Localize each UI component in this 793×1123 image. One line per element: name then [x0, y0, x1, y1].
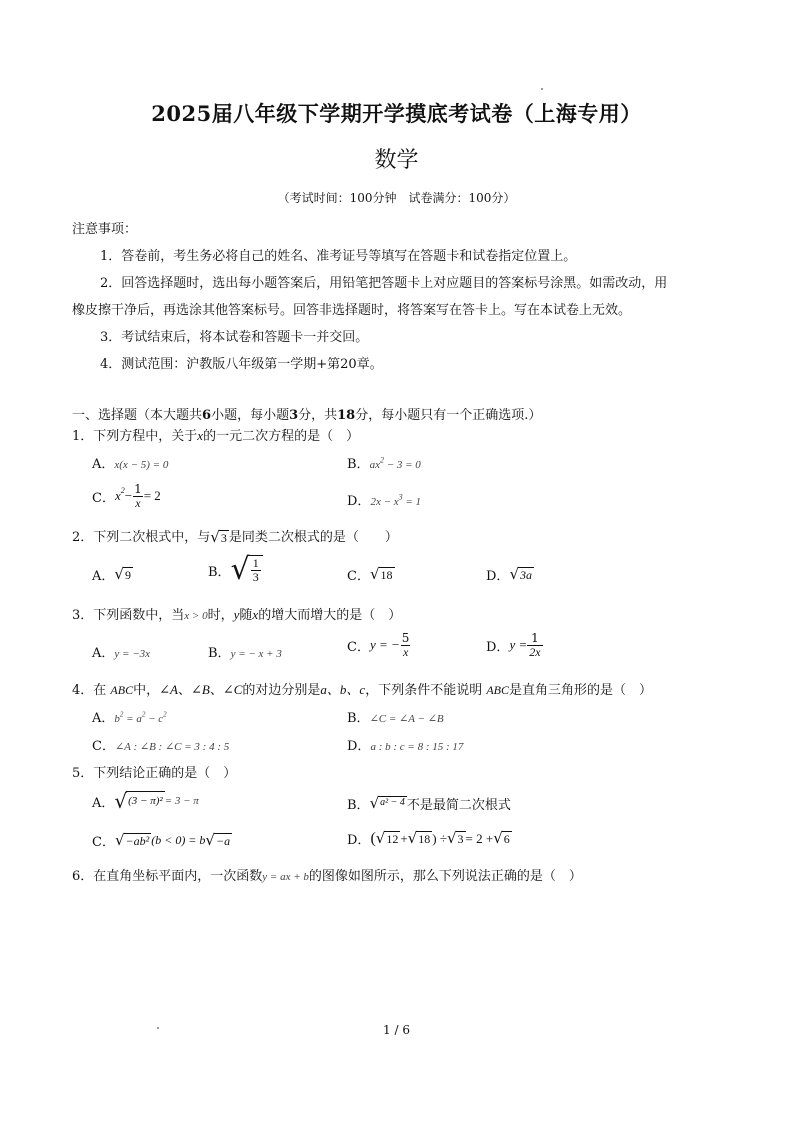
q5-option-a[interactable]	[92, 791, 199, 811]
q4-sides: a、b、c	[320, 682, 366, 697]
q1-option-b[interactable]	[347, 453, 421, 472]
q4-stem-a: 4．在	[72, 683, 107, 698]
question-6-stem	[72, 865, 582, 884]
q4-option-d-math: a : b : c = 8 : 15 : 17	[370, 741, 464, 753]
q4-option-a-exp2: 2	[141, 710, 146, 719]
q2-option-c-label: C．	[347, 569, 370, 584]
question-1-stem	[72, 425, 359, 444]
q3-stem-b: 时，	[207, 608, 234, 623]
exam-title: 2025届八年级下学期开学摸底考试卷（上海专用）	[151, 101, 642, 126]
note-item-1: 1．答卷前，考生务必将自己的姓名、准考证号等填写在答题卡和试卷指定位置上。	[100, 249, 577, 264]
q1-option-b-rest: − 3 = 0	[383, 459, 421, 471]
q3-x: x	[252, 607, 259, 622]
scan-speck	[541, 88, 543, 90]
q2-option-d-sqrt: √ 3a	[509, 564, 532, 583]
q1-option-b-label: B．	[347, 457, 370, 472]
q5-option-d-sqrt1: √ 12	[375, 828, 399, 847]
q3-option-c-label: C．	[347, 639, 370, 655]
q3-option-a-label: A．	[92, 646, 115, 661]
section-question-count: 6	[202, 408, 212, 423]
q3-option-a-math: y = −3x	[114, 648, 151, 660]
q1-option-c-num: 1	[134, 482, 142, 496]
q6-stem-a: 6．在直角坐标平面内，一次函数	[72, 869, 263, 884]
q2-option-d-value: 3a	[520, 567, 532, 582]
note-item-4: 4．测试范围：沪教版八年级第一学期+第20章。	[100, 357, 383, 372]
q3-stem-d: 的增大而增大的是（ ）	[258, 608, 402, 623]
q3-option-c-fraction	[400, 632, 412, 658]
q3-condition: x > 0	[184, 610, 208, 622]
q5-option-b-rest: 不是最简二次根式	[406, 798, 511, 813]
q5-option-d-r2: 18	[418, 831, 431, 846]
q2-option-b-fraction	[251, 557, 261, 583]
section-points-total: 18	[337, 408, 356, 423]
q4-sep1: 、∠	[177, 683, 202, 698]
q1-option-c-den: x	[135, 495, 141, 510]
q5-option-c-under2: −a	[215, 833, 231, 848]
q2-option-b-label: B．	[208, 564, 231, 580]
q2-option-b-sqrt: √ $\frac{1}{3}$	[231, 555, 263, 585]
q1-option-d-a: 2x − x	[370, 496, 399, 508]
q4-stem-b: 中，∠	[133, 683, 170, 698]
q1-option-c-fraction	[132, 483, 144, 509]
q2-option-c-value: 18	[380, 567, 393, 582]
question-2-stem	[72, 526, 398, 546]
q4-stem-d: ，下列条件不能说明	[365, 683, 483, 698]
q5-option-d-label: D．	[347, 833, 371, 848]
q2-stem-a: 2．下列二次根式中，与	[72, 530, 211, 545]
q5-option-c-sqrt: √ −ab²	[114, 830, 150, 849]
q3-option-d-label: D．	[486, 639, 510, 655]
q5-option-d-eq: = 2 +	[465, 830, 494, 846]
q1-option-b-exp: 2	[379, 455, 384, 465]
q1-option-c[interactable]	[92, 483, 161, 509]
q5-option-b[interactable]	[347, 794, 511, 813]
q4-option-d[interactable]	[347, 735, 463, 754]
q1-option-b-base: ax	[369, 459, 380, 471]
q4-angle-a: A	[170, 682, 178, 697]
q2-option-c-sqrt: √ 18	[369, 564, 393, 583]
question-4-stem	[72, 679, 652, 698]
q2-option-b[interactable]	[208, 552, 263, 587]
q5-option-c-sqrt2: √ −a	[205, 830, 231, 849]
q5-option-a-label: A．	[92, 795, 115, 811]
subject-heading: 数学	[374, 148, 419, 173]
q5-option-c-cond: (b < 0) = b	[151, 833, 206, 847]
q5-option-d-r4: 6	[503, 831, 510, 846]
q2-option-d[interactable]	[486, 565, 534, 584]
q4-option-a-exp1: 2	[119, 710, 124, 719]
q5-option-b-label: B．	[347, 798, 370, 813]
q2-root-3-value: 3	[220, 530, 227, 545]
q1-stem-a: 1．下列方程中，关于	[72, 429, 198, 444]
q1-option-c-base: x	[114, 488, 121, 504]
q5-option-d-div: ) ÷	[432, 830, 447, 846]
q3-option-b-label: B．	[208, 646, 231, 661]
section-mid2: 分，共	[298, 408, 338, 423]
q4-option-a-mid2: − c	[145, 713, 164, 725]
q2-option-d-label: D．	[486, 569, 510, 584]
q1-option-c-label: C．	[92, 490, 115, 506]
q1-option-a-math: x(x − 5) = 0	[114, 459, 169, 471]
q4-option-a-mid: = a	[123, 713, 142, 725]
section-suffix: 分，每小题只有一个正确选项.）	[355, 408, 542, 423]
q1-variable: x	[197, 428, 204, 443]
q4-option-a-exp3: 2	[163, 710, 167, 719]
q3-option-d-lhs: y =	[509, 637, 528, 653]
q3-option-a[interactable]	[92, 642, 150, 661]
q1-option-d[interactable]	[347, 490, 421, 509]
q3-option-d-fraction	[527, 632, 542, 658]
q3-option-c[interactable]	[347, 632, 411, 658]
q1-option-c-rest: = 2	[143, 488, 161, 504]
q3-y: y	[233, 607, 240, 622]
q4-option-c-math: ∠A : ∠B : ∠C = 3 : 4 : 5	[114, 741, 230, 753]
q5-option-d-sqrt2: √ 18	[407, 828, 431, 847]
exam-info: （考试时间：100分钟 试卷满分：100分）	[277, 191, 516, 205]
q1-option-d-rest: = 1	[402, 496, 422, 508]
q2-stem-b: 是同类二次根式的是（ ）	[228, 530, 398, 545]
q3-option-d-den: 2x	[529, 644, 541, 659]
q2-option-b-den: 3	[252, 569, 259, 584]
q3-option-c-den: x	[402, 644, 409, 659]
q2-option-a[interactable]	[92, 565, 133, 584]
q5-option-d[interactable]: D． ( √ 12 + √ 18 ) ÷ √ 3 = 2 + √ 6	[347, 828, 510, 848]
q5-option-a-sqrt: √ (3 − π)²	[114, 789, 163, 813]
q3-stem-c: 随	[239, 608, 253, 623]
q3-option-c-num: 5	[401, 631, 410, 645]
q4-angle-b: B	[201, 682, 210, 697]
page-number: 1 / 6	[383, 1023, 410, 1037]
q5-option-d-sqrt3: √ 3	[446, 828, 464, 847]
notes-heading: 注意事项：	[72, 222, 138, 237]
q2-root-3: √ 3	[210, 527, 227, 546]
q4-option-a-b: b	[114, 713, 120, 725]
q3-option-b-math: y = − x + 3	[230, 648, 282, 660]
section-points-each: 3	[289, 408, 299, 423]
q4-option-b-label: B．	[347, 711, 370, 726]
q4-angle-c: C	[233, 682, 243, 697]
q1-option-a-label: A．	[92, 457, 115, 472]
q4-option-b-math: ∠C = ∠A − ∠B	[369, 713, 444, 725]
q4-sep2: 、∠	[209, 683, 234, 698]
q4-option-b[interactable]	[347, 707, 444, 726]
question-5-stem: 5．下列结论正确的是（ ）	[72, 766, 237, 781]
q3-stem-a: 3．下列函数中，当	[72, 608, 185, 623]
q5-option-d-r1: 12	[386, 831, 399, 846]
q4-option-c[interactable]	[92, 735, 229, 754]
q2-option-c[interactable]	[347, 565, 395, 584]
q3-option-b[interactable]	[208, 642, 282, 661]
q2-option-a-value: 9	[124, 567, 131, 582]
q5-option-a-rest: = 3 − π	[164, 795, 199, 807]
q1-option-c-minus: −	[124, 488, 133, 504]
q1-option-d-label: D．	[347, 494, 371, 509]
q3-option-d-num: 1	[531, 631, 539, 645]
q5-option-c[interactable]	[92, 831, 232, 850]
question-3-stem	[72, 604, 401, 623]
q1-option-d-exp: 3	[398, 492, 403, 502]
q3-option-c-lhs: y = −	[369, 637, 400, 653]
q4-option-a[interactable]	[92, 707, 167, 726]
q5-option-b-sqrt: √ a² − 4	[369, 794, 405, 812]
q1-option-c-exp: 2	[120, 486, 125, 495]
q2-option-a-label: A．	[92, 569, 115, 584]
q2-option-b-num: 1	[252, 556, 259, 570]
q4-option-a-label: A．	[92, 711, 115, 726]
section-mid1: 小题，每小题	[211, 408, 290, 423]
q5-option-d-sqrt4: √ 6	[493, 828, 510, 847]
q4-stem-c: 的对边分别是	[242, 683, 321, 698]
q5-option-d-plus: +	[400, 830, 408, 846]
note-item-2: 2．回答选择题时，选出每小题答案后，用铅笔把答题卡上对应题目的答案标号涂黑。如需改动，用	[100, 276, 668, 291]
note-item-2-cont: 橡皮擦干净后，再选涂其他答案标号。回答非选择题时，将答案写在答卡上。写在本试卷上无效。	[72, 303, 632, 318]
q1-option-a[interactable]	[92, 453, 168, 472]
q5-option-d-r3: 3	[457, 831, 464, 846]
q4-triangle-2: ABC	[486, 683, 510, 697]
q1-stem-b: 的一元二次方程的是（ ）	[203, 429, 360, 444]
q5-option-b-under: a² − 4	[378, 796, 407, 811]
q5-option-a-under: (3 − π)²	[126, 791, 165, 811]
note-item-3: 3．考试结束后，将本试卷和答题卡一并交回。	[100, 330, 369, 345]
q4-option-c-label: C．	[92, 739, 115, 754]
q6-function: y = ax + b	[262, 871, 309, 883]
q4-option-d-label: D．	[347, 739, 371, 754]
q5-option-c-under: −ab²	[125, 833, 150, 848]
q3-option-d[interactable]	[486, 632, 543, 658]
q4-triangle-1: ABC	[110, 683, 134, 697]
q2-option-a-sqrt: √ 9	[114, 564, 131, 583]
q6-stem-b: 的图像如图所示，那么下列说法正确的是（ ）	[308, 869, 582, 884]
q4-stem-e: 是直角三角形的是（ ）	[509, 683, 653, 698]
q5-option-c-label: C．	[92, 835, 115, 850]
section-1-heading	[72, 404, 541, 423]
section-prefix: 一、选择题（本大题共	[72, 408, 203, 423]
